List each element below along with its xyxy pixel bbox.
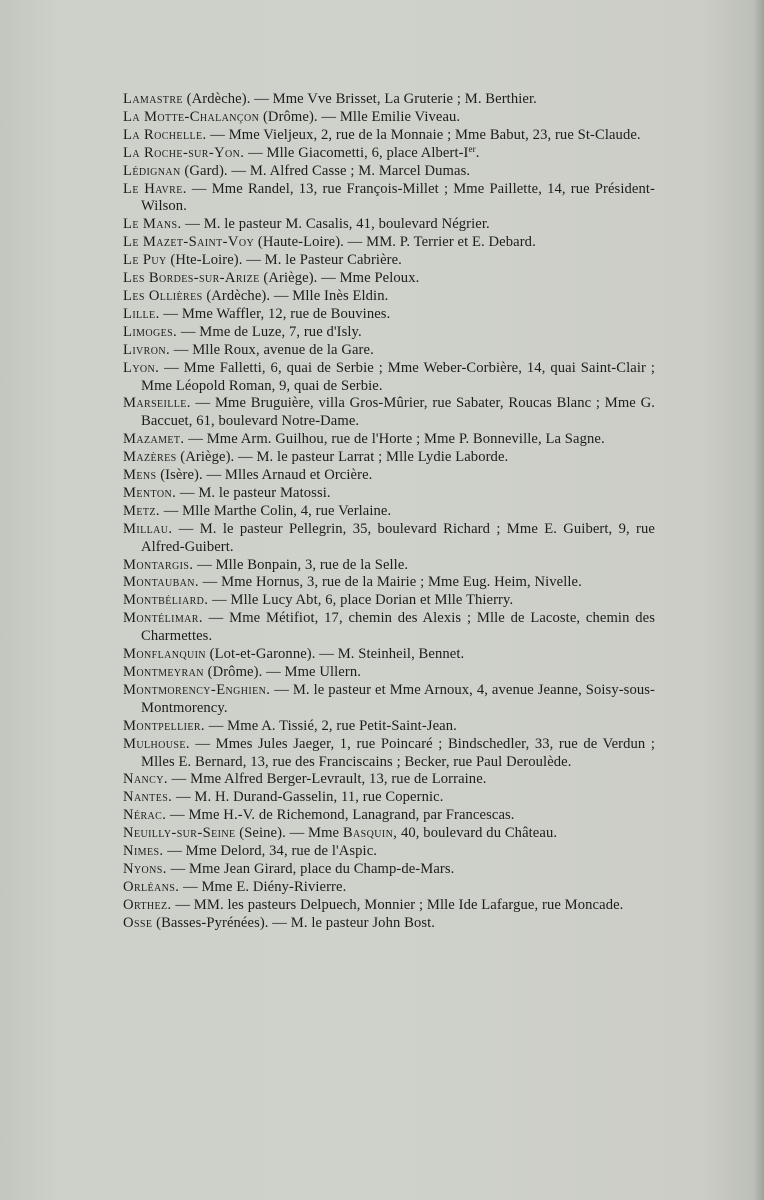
superscript: er — [468, 143, 476, 154]
list-item — [123, 664, 655, 682]
place-name: Nimes. — [123, 843, 164, 860]
place-name: Nancy. — [123, 771, 168, 788]
place-name: Montauban. — [123, 574, 199, 591]
place-name: Osse — [123, 914, 153, 931]
address-list — [123, 91, 655, 933]
entry-text: (Haute-Loire). — MM. P. Terrier et E. Debard. — [254, 234, 536, 251]
place-name: Montpellier. — [123, 717, 205, 734]
place-name: Montbéliard. — [123, 592, 209, 609]
entry-text: — M. le pasteur M. Casalis, 41, boulevard Négrier. — [181, 216, 490, 233]
entry-text: — Mme A. Tissié, 2, rue Petit-Saint-Jean. — [204, 717, 457, 734]
place-name: Mens — [123, 467, 157, 484]
entry-text: (Drôme). — Mme Ullern. — [203, 664, 361, 680]
entry-text: (Drôme). — Mlle Emilie Viveau. — [259, 108, 461, 125]
list-item — [123, 610, 655, 646]
entry-text: — MM. les pasteurs Delpuech, Monnier ; Mlle Ide Lafargue, rue Moncade. — [171, 896, 624, 913]
surname-smallcaps: Basquin, — [342, 825, 398, 842]
entry-text: — Mlle Giacometti, 6, place Albert-I — [244, 144, 469, 161]
place-name: La Rochelle. — [123, 126, 207, 143]
place-name: Orléans. — [123, 878, 180, 895]
page-edge-shadow — [754, 0, 764, 1200]
entry-text: (Ariège). — Mme Peloux. — [259, 270, 420, 287]
place-name: Montmorency-Enghien. — [123, 681, 271, 698]
list-item — [123, 861, 655, 879]
list-item — [123, 342, 655, 360]
entry-text: (Ardèche). — Mlle Inès Eldin. — [202, 287, 389, 304]
list-item — [123, 825, 655, 843]
place-name: Marseille. — [123, 395, 191, 412]
place-name: Lyon. — [123, 359, 160, 376]
place-name: Lille. — [123, 305, 160, 322]
entry-text: — Mme Métifiot, 17, chemin des Alexis ; Mlle de Lacoste, chemin des Charmettes. — [141, 610, 655, 645]
list-item — [123, 467, 655, 485]
entry-text: — Mme Bruguière, villa Gros-Mûrier, rue Sabater, Roucas Blanc ; Mme G. Baccuet, 61, boulevard Notre-Dame. — [141, 395, 655, 430]
place-name: Le Puy — [123, 252, 167, 269]
entry-text: (Gard). — M. Alfred Casse ; M. Marcel Dumas. — [180, 162, 471, 179]
place-name: Nantes. — [123, 789, 173, 806]
place-name: Neuilly-sur-Seine — [123, 825, 236, 842]
place-name: Le Mazet-Saint-Voy — [123, 234, 255, 251]
list-item — [123, 449, 655, 467]
place-name: Mazamet. — [123, 431, 185, 448]
place-name: Le Havre. — [123, 180, 187, 197]
entry-text: — Mme H.-V. de Richemond, Lanagrand, par Francescas. — [166, 807, 515, 824]
list-item — [123, 324, 655, 342]
entry-text: — Mlle Lucy Abt, 6, place Dorian et Mlle Thierry. — [208, 592, 514, 609]
place-name: Limoges. — [123, 323, 178, 340]
entry-text: — Mme Alfred Berger-Levrault, 13, rue de Lorraine. — [167, 771, 487, 788]
place-name: Millau. — [123, 520, 173, 537]
entry-text: (Seine). — Mme — [235, 825, 343, 842]
place-name: Le Mans. — [123, 216, 182, 233]
place-name: Les Ollières — [123, 287, 203, 304]
place-name: Les Bordes-sur-Arize — [123, 270, 260, 287]
entry-text: — Mlle Bonpain, 3, rue de la Selle. — [193, 556, 409, 573]
list-item — [123, 503, 655, 521]
entry-text: — M. le pasteur Pellegrin, 35, boulevard Richard ; Mme E. Guibert, 9, rue Alfred-Guibert. — [141, 520, 655, 555]
entry-text: — M. H. Durand-Gasselin, 11, rue Copernic. — [172, 789, 444, 806]
place-name: Livron. — [123, 341, 171, 358]
list-item — [123, 270, 655, 288]
place-name: Montmeyran — [123, 664, 204, 680]
list-item — [123, 181, 655, 217]
place-name: Mulhouse. — [123, 735, 190, 752]
list-item — [123, 897, 655, 915]
entry-text: (Ardèche). — Mme Vve Brisset, La Gruterie ; M. Berthier. — [182, 91, 537, 107]
list-item — [123, 789, 655, 807]
entry-text: (Hte-Loire). — M. le Pasteur Cabrière. — [166, 252, 402, 269]
entry-text: (Basses-Pyrénées). — M. le pasteur John Bost. — [152, 914, 436, 931]
list-item — [123, 306, 655, 324]
place-name: Monflanquin — [123, 646, 206, 663]
list-item — [123, 915, 655, 933]
entry-text: — Mlle Roux, avenue de la Gare. — [170, 341, 374, 358]
list-item — [123, 360, 655, 396]
list-item — [123, 127, 655, 145]
entry-text: — Mme Waffler, 12, rue de Bouvines. — [159, 305, 391, 322]
place-name: Nyons. — [123, 860, 167, 877]
place-name: La Motte-Chalançon — [123, 108, 260, 125]
entry-text: — Mme Randel, 13, rue François-Millet ; Mme Paillette, 14, rue Président-Wilson. — [141, 180, 655, 215]
list-item — [123, 557, 655, 575]
entry-text: — M. le pasteur et Mme Arnoux, 4, avenue Jeanne, Soisy-sous-Montmorency. — [141, 681, 655, 716]
list-item — [123, 431, 655, 449]
list-item — [123, 879, 655, 897]
list-item — [123, 843, 655, 861]
list-item — [123, 395, 655, 431]
list-item — [123, 91, 655, 109]
entry-text: — Mmes Jules Jaeger, 1, rue Poincaré ; Bindschedler, 33, rue de Verdun ; Mlles E. Bernard, 13, rue des Franciscains ; Becker, rue Paul Deroulède. — [141, 735, 655, 770]
place-name: Orthez. — [123, 896, 172, 913]
entry-text: — Mme Arm. Guilhou, rue de l'Horte ; Mme P. Bonneville, La Sagne. — [184, 431, 605, 448]
entry-text: — Mme de Luze, 7, rue d'Isly. — [177, 323, 362, 340]
entry-text: — M. le pasteur Matossi. — [176, 484, 331, 501]
list-item — [123, 682, 655, 718]
list-item — [123, 718, 655, 736]
place-name: Metz. — [123, 502, 160, 519]
list-item — [123, 216, 655, 234]
entry-text: — Mme Falletti, 6, quai de Serbie ; Mme Weber-Corbière, 14, quai Saint-Clair ; Mme Léopold Roman, 9, quai de Serbie. — [141, 359, 655, 394]
list-item — [123, 288, 655, 306]
place-name: Lamastre — [123, 91, 183, 107]
entry-text: — Mme Hornus, 3, rue de la Mairie ; Mme Eug. Heim, Nivelle. — [198, 574, 582, 591]
list-item — [123, 646, 655, 664]
list-item — [123, 234, 655, 252]
list-item — [123, 145, 655, 163]
place-name: Nérac. — [123, 807, 167, 824]
list-item — [123, 592, 655, 610]
place-name: Lédignan — [123, 162, 181, 179]
list-item — [123, 252, 655, 270]
entry-text: — Mme Jean Girard, place du Champ-de-Mars. — [166, 860, 455, 877]
entry-text: — Mme E. Diény-Rivierre. — [179, 878, 347, 895]
entry-text-end: . — [475, 144, 480, 161]
place-name: Menton. — [123, 484, 177, 501]
list-item — [123, 485, 655, 503]
list-item — [123, 807, 655, 825]
place-name: Montélimar. — [123, 610, 203, 627]
entry-text: — Mlle Marthe Colin, 4, rue Verlaine. — [159, 502, 392, 519]
entry-text: (Isère). — Mlles Arnaud et Orcière. — [156, 467, 373, 484]
entry-text: (Ariège). — M. le pasteur Larrat ; Mlle Lydie Laborde. — [176, 449, 509, 466]
place-name: Mazères — [123, 449, 177, 466]
place-name: Montargis. — [123, 556, 194, 573]
list-item — [123, 574, 655, 592]
entry-text: — Mme Delord, 34, rue de l'Aspic. — [163, 843, 378, 860]
place-name: La Roche-sur-Yon. — [123, 144, 245, 161]
list-item — [123, 163, 655, 181]
list-item — [123, 521, 655, 557]
list-item — [123, 736, 655, 772]
entry-text: — Mme Vieljeux, 2, rue de la Monnaie ; Mme Babut, 23, rue St-Claude. — [206, 126, 641, 143]
entry-text-end: 40, boulevard du Château. — [397, 825, 558, 842]
list-item — [123, 771, 655, 789]
list-item — [123, 109, 655, 127]
entry-text: (Lot-et-Garonne). — M. Steinheil, Bennet. — [205, 646, 465, 663]
